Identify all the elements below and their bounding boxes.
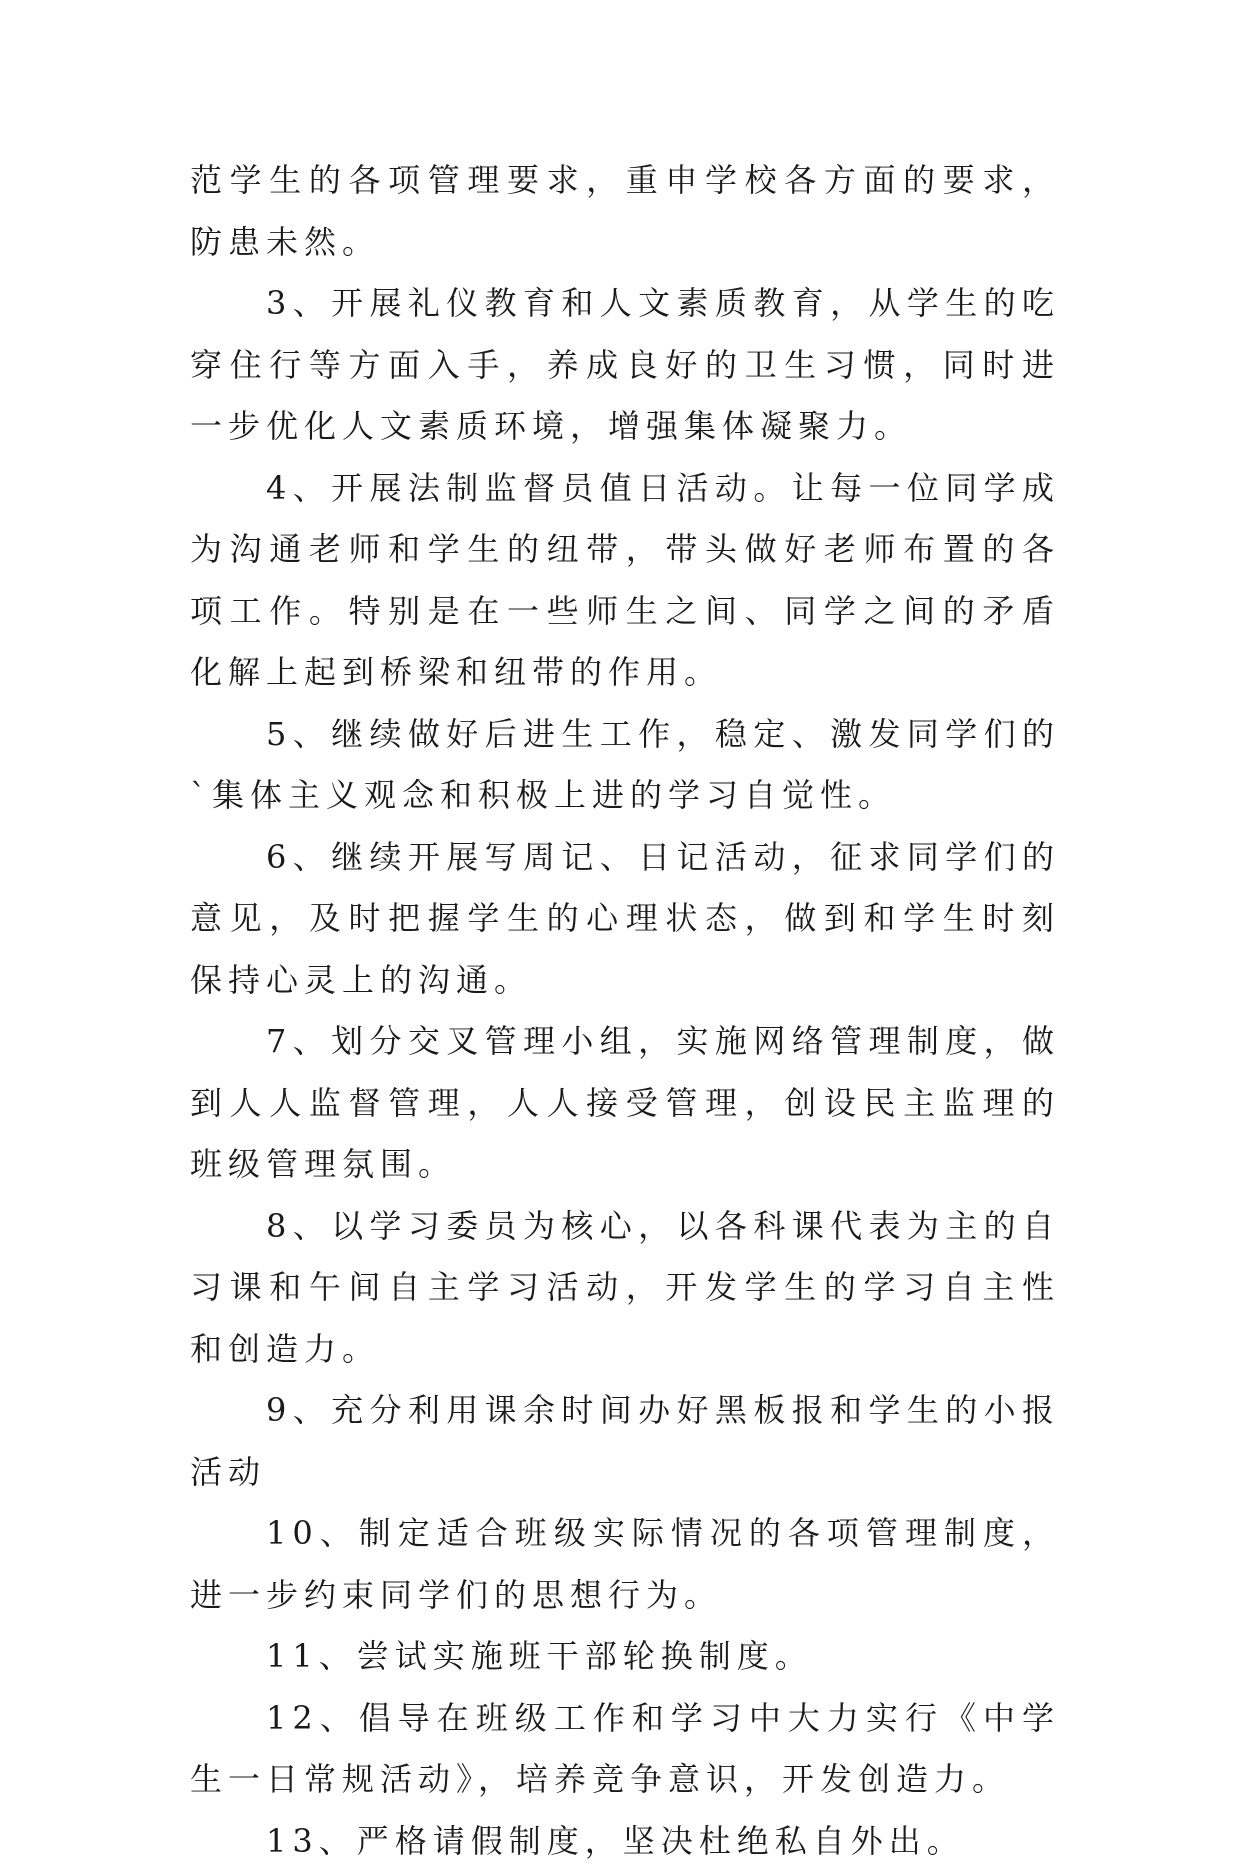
paragraph-item-12: 12、倡导在班级工作和学习中大力实行《中学生一日常规活动》，培养竞争意识，开发创造力。	[190, 1688, 1060, 1811]
paragraph-item-13: 13、严格请假制度，坚决杜绝私自外出。	[190, 1811, 1060, 1872]
paragraph-item-7: 7、划分交叉管理小组，实施网络管理制度，做到人人监督管理，人人接受管理，创设民主监理的班级管理氛围。	[190, 1011, 1060, 1196]
paragraph-item-3: 3、开展礼仪教育和人文素质教育，从学生的吃穿住行等方面入手，养成良好的卫生习惯，同时进一步优化人文素质环境，增强集体凝聚力。	[190, 273, 1060, 458]
paragraph-continuation: 范学生的各项管理要求，重申学校各方面的要求，防患未然。	[190, 150, 1060, 273]
paragraph-item-8: 8、以学习委员为核心，以各科课代表为主的自习课和午间自主学习活动，开发学生的学习自主性和创造力。	[190, 1196, 1060, 1381]
paragraph-item-10: 10、制定适合班级实际情况的各项管理制度，进一步约束同学们的思想行为。	[190, 1503, 1060, 1626]
paragraph-item-5: 5、继续做好后进生工作，稳定、激发同学们的`集体主义观念和积极上进的学习自觉性。	[190, 704, 1060, 827]
paragraph-item-11: 11、尝试实施班干部轮换制度。	[190, 1626, 1060, 1688]
paragraph-item-4: 4、开展法制监督员值日活动。让每一位同学成为沟通老师和学生的纽带，带头做好老师布置的各项工作。特别是在一些师生之间、同学之间的矛盾化解上起到桥梁和纽带的作用。	[190, 458, 1060, 704]
document-body	[190, 150, 1060, 1872]
paragraph-item-9: 9、充分利用课余时间办好黑板报和学生的小报活动	[190, 1380, 1060, 1503]
paragraph-item-6: 6、继续开展写周记、日记活动，征求同学们的意见，及时把握学生的心理状态，做到和学生时刻保持心灵上的沟通。	[190, 827, 1060, 1012]
